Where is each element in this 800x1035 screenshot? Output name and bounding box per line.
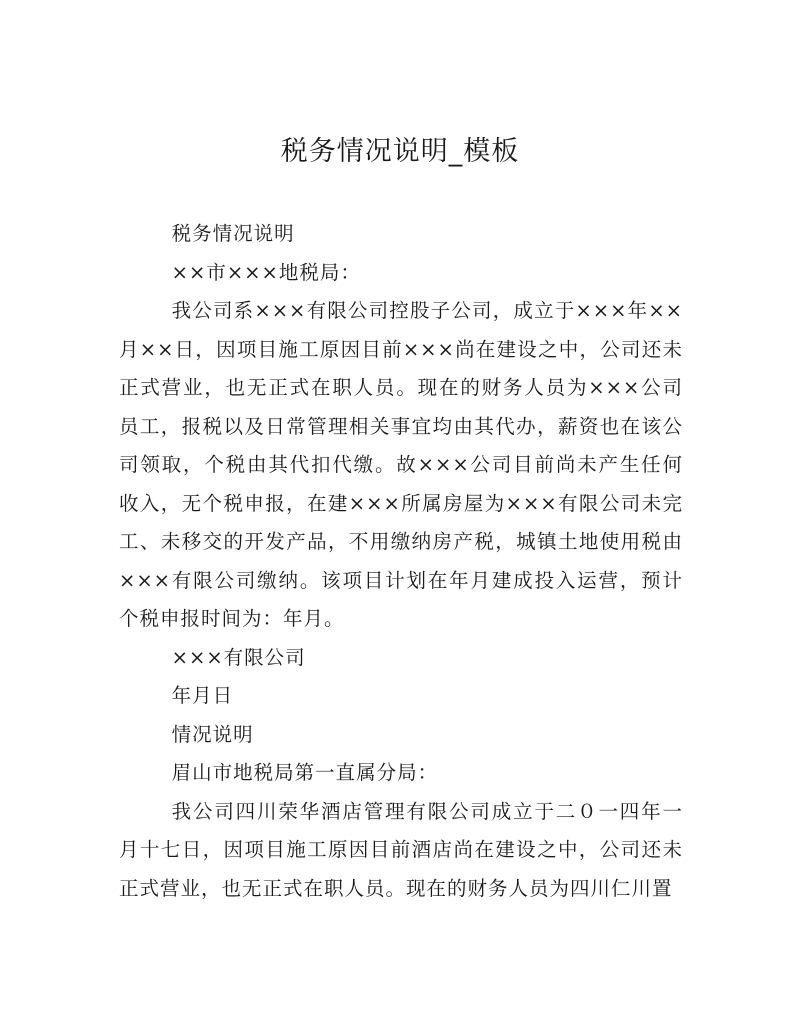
body-paragraph: 我公司四川荣华酒店管理有限公司成立于二０一四年一月十七日，因项目施工原因目前酒店尚在建设之中，公司还未正式营业，也无正式在职人员。现在的财务人员为四川仁川置: [119, 799, 683, 900]
addressee-line: 眉山市地税局第一直属分局：: [171, 761, 439, 784]
body-paragraph: 我公司系×××有限公司控股子公司，成立于×××年××月××日，因项目施工原因目前×××尚在建设之中，公司还未正式营业，也无正式在职人员。现在的财务人员为×××公司员工，报税以及日常管理相关事宜均由其代办，薪资也在该公司领取，个税由其代扣代缴。故×××公司目前尚未产生任何收入，无个税申报，在建×××所属房屋为×××有限公司未完工、未移交的开发产品，不用缴纳房产税，城镇土地使用税由×××有限公司缴纳。该项目计划在年月建成投入运营，预计个税申报时间为：年月。: [119, 299, 683, 630]
company-signature: ×××有限公司: [171, 645, 306, 669]
heading-situation-statement: 情况说明: [171, 722, 254, 746]
addressee-line: ××市×××地税局：: [171, 260, 361, 284]
document-title: 税务情况说明_模板: [280, 136, 520, 167]
document-body: [119, 215, 683, 908]
heading-tax-statement: 税务情况说明: [171, 222, 295, 245]
date-line: 年月日: [171, 684, 234, 707]
